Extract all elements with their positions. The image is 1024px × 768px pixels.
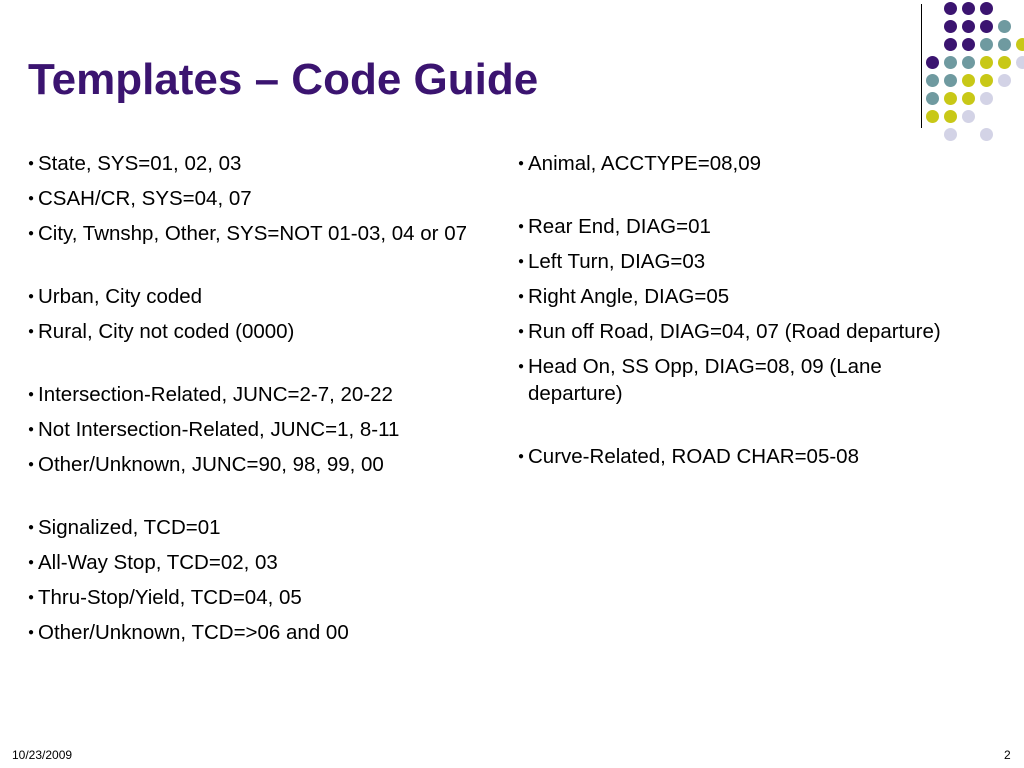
decorative-dot xyxy=(980,56,993,69)
list-item: ● All-Way Stop, TCD=02, 03 xyxy=(28,549,508,576)
list-item: ● Other/Unknown, JUNC=90, 98, 99, 00 xyxy=(28,451,508,478)
decorative-dot xyxy=(944,128,957,141)
bullet-icon: ● xyxy=(28,228,35,239)
decorative-dot xyxy=(962,38,975,51)
decorative-dot xyxy=(980,74,993,87)
decorative-dot xyxy=(944,2,957,15)
list-item: ● Curve-Related, ROAD CHAR=05-08 xyxy=(518,443,978,470)
decorative-dot xyxy=(998,20,1011,33)
bullet-icon: ● xyxy=(518,256,525,267)
list-item: ● Not Intersection-Related, JUNC=1, 8-11 xyxy=(28,416,508,443)
list-item: ● Right Angle, DIAG=05 xyxy=(518,283,978,310)
bullet-icon: ● xyxy=(28,389,35,400)
decorative-vertical-line xyxy=(921,4,922,128)
list-item: ● Signalized, TCD=01 xyxy=(28,514,508,541)
decorative-dot xyxy=(998,38,1011,51)
decorative-dot xyxy=(944,74,957,87)
decorative-dot xyxy=(944,38,957,51)
decorative-dot xyxy=(962,56,975,69)
decorative-dot xyxy=(980,128,993,141)
decorative-dot xyxy=(980,38,993,51)
list-item: ● State, SYS=01, 02, 03 xyxy=(28,150,508,177)
decorative-dot xyxy=(944,92,957,105)
bullet-icon: ● xyxy=(28,522,35,533)
decorative-dot xyxy=(962,2,975,15)
bullet-icon: ● xyxy=(28,459,35,470)
decorative-dot xyxy=(926,110,939,123)
list-item: ● City, Twnshp, Other, SYS=NOT 01-03, 04 or 07 xyxy=(28,220,508,247)
decorative-dot xyxy=(980,92,993,105)
decorative-dot xyxy=(1016,38,1024,51)
list-item: ● Urban, City coded xyxy=(28,283,508,310)
decorative-dot xyxy=(926,92,939,105)
bullet-icon: ● xyxy=(28,193,35,204)
decorative-dot xyxy=(962,20,975,33)
list-item: ● Left Turn, DIAG=03 xyxy=(518,248,978,275)
decorative-dot xyxy=(926,74,939,87)
decorative-dot xyxy=(962,74,975,87)
footer-date: 10/23/2009 xyxy=(12,748,73,762)
page-number: 2 xyxy=(1004,748,1011,762)
list-item: ● Head On, SS Opp, DIAG=08, 09 (Lane departure) xyxy=(518,355,882,405)
bullet-icon: ● xyxy=(28,557,35,568)
bullet-icon: ● xyxy=(28,627,35,638)
decorative-dot xyxy=(944,110,957,123)
bullet-icon: ● xyxy=(518,326,525,337)
bullet-icon: ● xyxy=(28,158,35,169)
list-item: ● Rural, City not coded (0000) xyxy=(28,318,508,345)
list-item: ● Animal, ACCTYPE=08,09 xyxy=(518,150,978,177)
bullet-icon: ● xyxy=(28,592,35,603)
decorative-dot xyxy=(998,74,1011,87)
bullet-icon: ● xyxy=(28,424,35,435)
bullet-icon: ● xyxy=(518,158,525,169)
decorative-dot xyxy=(962,110,975,123)
decorative-dot xyxy=(926,56,939,69)
decorative-dot xyxy=(944,56,957,69)
decorative-dot xyxy=(1016,56,1024,69)
list-item: ● Other/Unknown, TCD=>06 and 00 xyxy=(28,619,508,646)
list-item: ● Rear End, DIAG=01 xyxy=(518,213,978,240)
left-column xyxy=(28,150,508,646)
decorative-dot xyxy=(980,2,993,15)
bullet-icon: ● xyxy=(518,361,525,372)
bullet-icon: ● xyxy=(518,451,525,462)
list-item: ● CSAH/CR, SYS=04, 07 xyxy=(28,185,508,212)
list-item: ● Thru-Stop/Yield, TCD=04, 05 xyxy=(28,584,508,611)
list-item: ● Run off Road, DIAG=04, 07 (Road departure) xyxy=(518,318,978,345)
bullet-icon: ● xyxy=(28,291,35,302)
bullet-icon: ● xyxy=(518,221,525,232)
decorative-dot xyxy=(944,20,957,33)
bullet-icon: ● xyxy=(28,326,35,337)
decorative-dot xyxy=(962,92,975,105)
right-column xyxy=(518,150,978,470)
decorative-dot xyxy=(980,20,993,33)
decorative-dot xyxy=(998,56,1011,69)
list-item: ● Intersection-Related, JUNC=2-7, 20-22 xyxy=(28,381,508,408)
bullet-icon: ● xyxy=(518,291,525,302)
slide-title: Templates – Code Guide xyxy=(28,55,539,104)
